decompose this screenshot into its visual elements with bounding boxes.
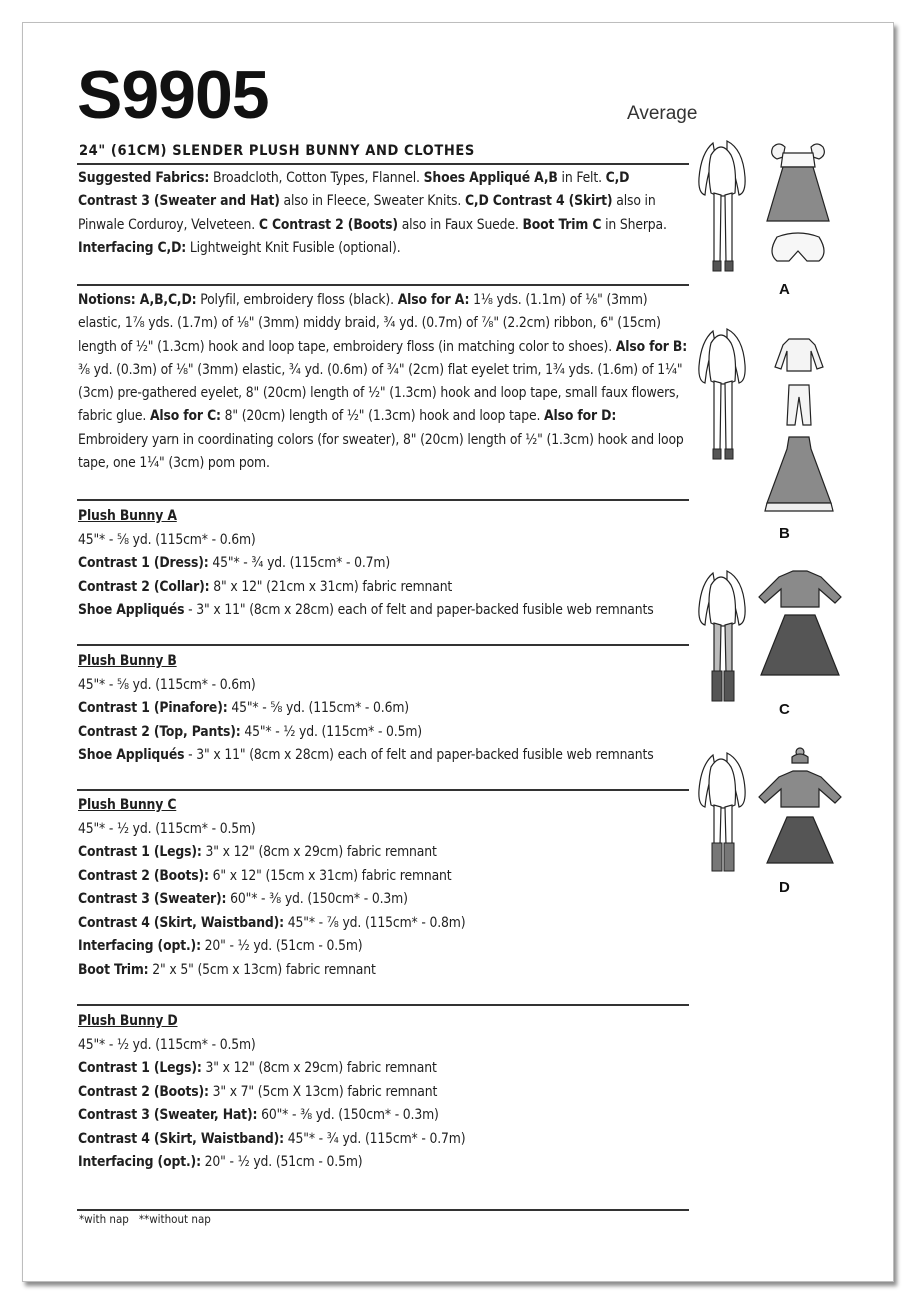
yardage-line [78, 1057, 690, 1081]
bunny-with-top-pants-and-pinafore-illustration [693, 321, 863, 521]
yardage-line [78, 888, 690, 912]
yardage-line [78, 935, 690, 959]
footnote-without-nap: **without nap [138, 1212, 211, 1226]
line-label: Contrast 2 (Boots): [78, 867, 209, 884]
divider [77, 163, 689, 165]
yardage-line [78, 697, 690, 721]
section-heading: Plush Bunny B [78, 653, 177, 669]
notions-text: Embroidery yarn in coordinating colors (for sweater), 8" (20cm) length of ½" (1.3cm) hook and loop tape, one 1¼" (3cm) pom pom. [78, 431, 684, 472]
section-heading: Plush Bunny C [78, 797, 177, 813]
notions-label: Also for D: [544, 408, 617, 425]
divider [77, 789, 689, 791]
line-label: Contrast 1 (Dress): [78, 555, 209, 571]
fabrics-text: Lightweight Knit Fusible (optional). [186, 239, 401, 256]
yardage-line [78, 841, 690, 865]
yardage-line [78, 744, 690, 768]
difficulty-level: Average [627, 103, 698, 124]
line-text: 3" x 12" (8cm x 29cm) fabric remnant [201, 844, 437, 860]
yardage-section-a [78, 505, 690, 623]
line-text: 8" x 12" (21cm x 31cm) fabric remnant [209, 578, 453, 595]
yardage-line [78, 912, 690, 936]
divider [77, 644, 689, 646]
yardage-line [78, 959, 690, 983]
yardage-line [78, 674, 690, 698]
yardage-line [78, 865, 690, 889]
yardage-line [78, 576, 690, 600]
line-text: 45"* - ⅝ yd. (115cm* - 0.6m) [78, 676, 256, 693]
line-text: 45"* - ⅝ yd. (115cm* - 0.6m) [78, 531, 256, 548]
line-text: 20" - ½ yd. (51cm - 0.5m) [200, 938, 363, 954]
yardage-line [78, 599, 690, 623]
yardage-line [78, 529, 690, 553]
notions-text: 8" (20cm) length of ½" (1.3cm) hook and loop tape. [220, 408, 545, 425]
fabrics-text: in Felt. [557, 170, 606, 186]
line-label: Interfacing (opt.): [78, 1154, 201, 1170]
divider [77, 1004, 689, 1006]
fabrics-label: C,D Contrast 4 (Skirt) [464, 193, 613, 210]
fabrics-label: Suggested Fabrics: [78, 170, 210, 186]
bunny-with-sweater-hat-and-skirt-illustration [693, 745, 863, 895]
fabrics-text: also in Faux Suede. [397, 216, 523, 233]
section-heading: Plush Bunny D [78, 1013, 178, 1029]
line-label: Boot Trim: [78, 961, 149, 978]
notions-text: ⅜ yd. (0.3m) of ⅛" (3mm) elastic, ¾ yd. (0.6m) of ¾" (2cm) flat eyelet trim, 1¾ yds. (1.6m) of 1¼" (3cm) pre-gathered eyelet, 8" (20cm) length of ½" (1.3cm) hook and loop tape, small faux flowers, fabric glue. [78, 361, 683, 425]
line-text: 3" x 12" (8cm x 29cm) fabric remnant [201, 1060, 437, 1076]
line-label: Interfacing (opt.): [78, 938, 201, 954]
yardage-section-d [78, 1010, 690, 1175]
fabrics-label: C,D Contrast 3 (Sweater and Hat) [78, 170, 630, 210]
view-label-c: C [779, 701, 790, 718]
line-label: Contrast 2 (Top, Pants): [78, 723, 241, 740]
line-text: - 3" x 11" (8cm x 28cm) each of felt and paper-backed fusible web remnants [184, 602, 654, 618]
fabrics-label: Boot Trim C [522, 216, 602, 233]
pattern-sheet [22, 22, 894, 1282]
fabrics-text: also in Pinwale Corduroy, Velveteen. [78, 193, 656, 233]
notions-text: Polyfil, embroidery floss (black). [196, 292, 398, 308]
line-label: Contrast 1 (Pinafore): [78, 700, 228, 716]
fabrics-text: also in Fleece, Sweater Knits. [279, 193, 465, 210]
fabrics-label: C Contrast 2 (Boots) [258, 216, 398, 233]
line-text: 20" - ½ yd. (51cm - 0.5m) [200, 1154, 363, 1170]
line-text: 60"* - ⅜ yd. (150cm* - 0.3m) [257, 1107, 439, 1123]
line-text: 45"* - ⅝ yd. (115cm* - 0.6m) [227, 700, 409, 716]
fabrics-text: Broadcloth, Cotton Types, Flannel. [209, 170, 424, 186]
line-label: Shoe Appliqués [78, 602, 185, 618]
yardage-line [78, 1034, 690, 1058]
yardage-section-b [78, 650, 690, 768]
section-heading: Plush Bunny A [78, 508, 177, 524]
line-label: Contrast 2 (Boots): [78, 1083, 209, 1100]
bunny-with-dress-and-bloomers-illustration [693, 133, 863, 283]
notions-text: 1⅛ yds. (1.1m) of ⅛" (3mm) elastic, 1⅞ yds. (1.7m) of ⅛" (3mm) middy braid, ¾ yd. (0.7m) of ⅞" (2.2cm) ribbon, 6" (15cm) length of ½" (1.3cm) hook and loop tape, embroidery floss (in matching color to shoes). [78, 292, 661, 355]
notions [78, 289, 690, 475]
line-label: Contrast 2 (Collar): [78, 578, 210, 595]
line-text: 45"* - ½ yd. (115cm* - 0.5m) [240, 723, 422, 740]
line-text: 45"* - ½ yd. (115cm* - 0.5m) [78, 1036, 256, 1053]
divider [77, 284, 689, 286]
line-text: 6" x 12" (15cm x 31cm) fabric remnant [208, 867, 452, 884]
line-label: Contrast 4 (Skirt, Waistband): [78, 1130, 284, 1147]
yardage-line [78, 1081, 690, 1105]
line-label: Contrast 1 (Legs): [78, 844, 202, 860]
line-label: Contrast 3 (Sweater, Hat): [78, 1107, 258, 1123]
divider [77, 1209, 689, 1211]
fabrics-text: in Sherpa. [601, 216, 667, 233]
line-text: 45"* - ¾ yd. (115cm* - 0.7m) [208, 555, 391, 571]
line-label: Contrast 1 (Legs): [78, 1060, 202, 1076]
view-label-d: D [779, 879, 790, 896]
fabrics-label: Shoes Appliqué A,B [423, 170, 558, 186]
line-label: Contrast 4 (Skirt, Waistband): [78, 914, 284, 931]
pattern-number: S9905 [77, 57, 269, 133]
view-label-b: B [779, 525, 790, 542]
line-text: 45"* - ¾ yd. (115cm* - 0.7m) [284, 1130, 466, 1147]
notions-label: Also for A: [397, 292, 470, 308]
notions-label: Also for C: [149, 408, 221, 425]
line-text: 3" x 7" (5cm X 13cm) fabric remnant [208, 1083, 438, 1100]
yardage-line [78, 1151, 690, 1175]
yardage-line [78, 818, 690, 842]
line-text: 45"* - ⅞ yd. (115cm* - 0.8m) [284, 914, 466, 931]
yardage-section-c [78, 794, 690, 982]
notions-label: Also for B: [615, 338, 688, 355]
footnote-with-nap: *with nap [79, 1212, 129, 1226]
line-text: 2" x 5" (5cm x 13cm) fabric remnant [148, 961, 376, 978]
line-label: Contrast 3 (Sweater): [78, 891, 227, 907]
nap-footnote [79, 1212, 211, 1226]
line-text: 60"* - ⅜ yd. (150cm* - 0.3m) [226, 891, 408, 907]
line-label: Shoe Appliqués [78, 747, 185, 763]
suggested-fabrics [78, 167, 690, 260]
yardage-line [78, 552, 690, 576]
line-text: 45"* - ½ yd. (115cm* - 0.5m) [78, 820, 256, 837]
yardage-line [78, 1128, 690, 1152]
pattern-title: 24" (61CM) SLENDER PLUSH BUNNY AND CLOTHES [79, 143, 475, 159]
bunny-with-sweater-and-skirt-illustration [693, 563, 863, 713]
view-label-a: A [779, 281, 790, 298]
line-text: - 3" x 11" (8cm x 28cm) each of felt and paper-backed fusible web remnants [184, 747, 654, 763]
yardage-line [78, 721, 690, 745]
fabrics-label: Interfacing C,D: [78, 239, 187, 256]
divider [77, 499, 689, 501]
yardage-line [78, 1104, 690, 1128]
notions-label: Notions: A,B,C,D: [78, 292, 197, 308]
